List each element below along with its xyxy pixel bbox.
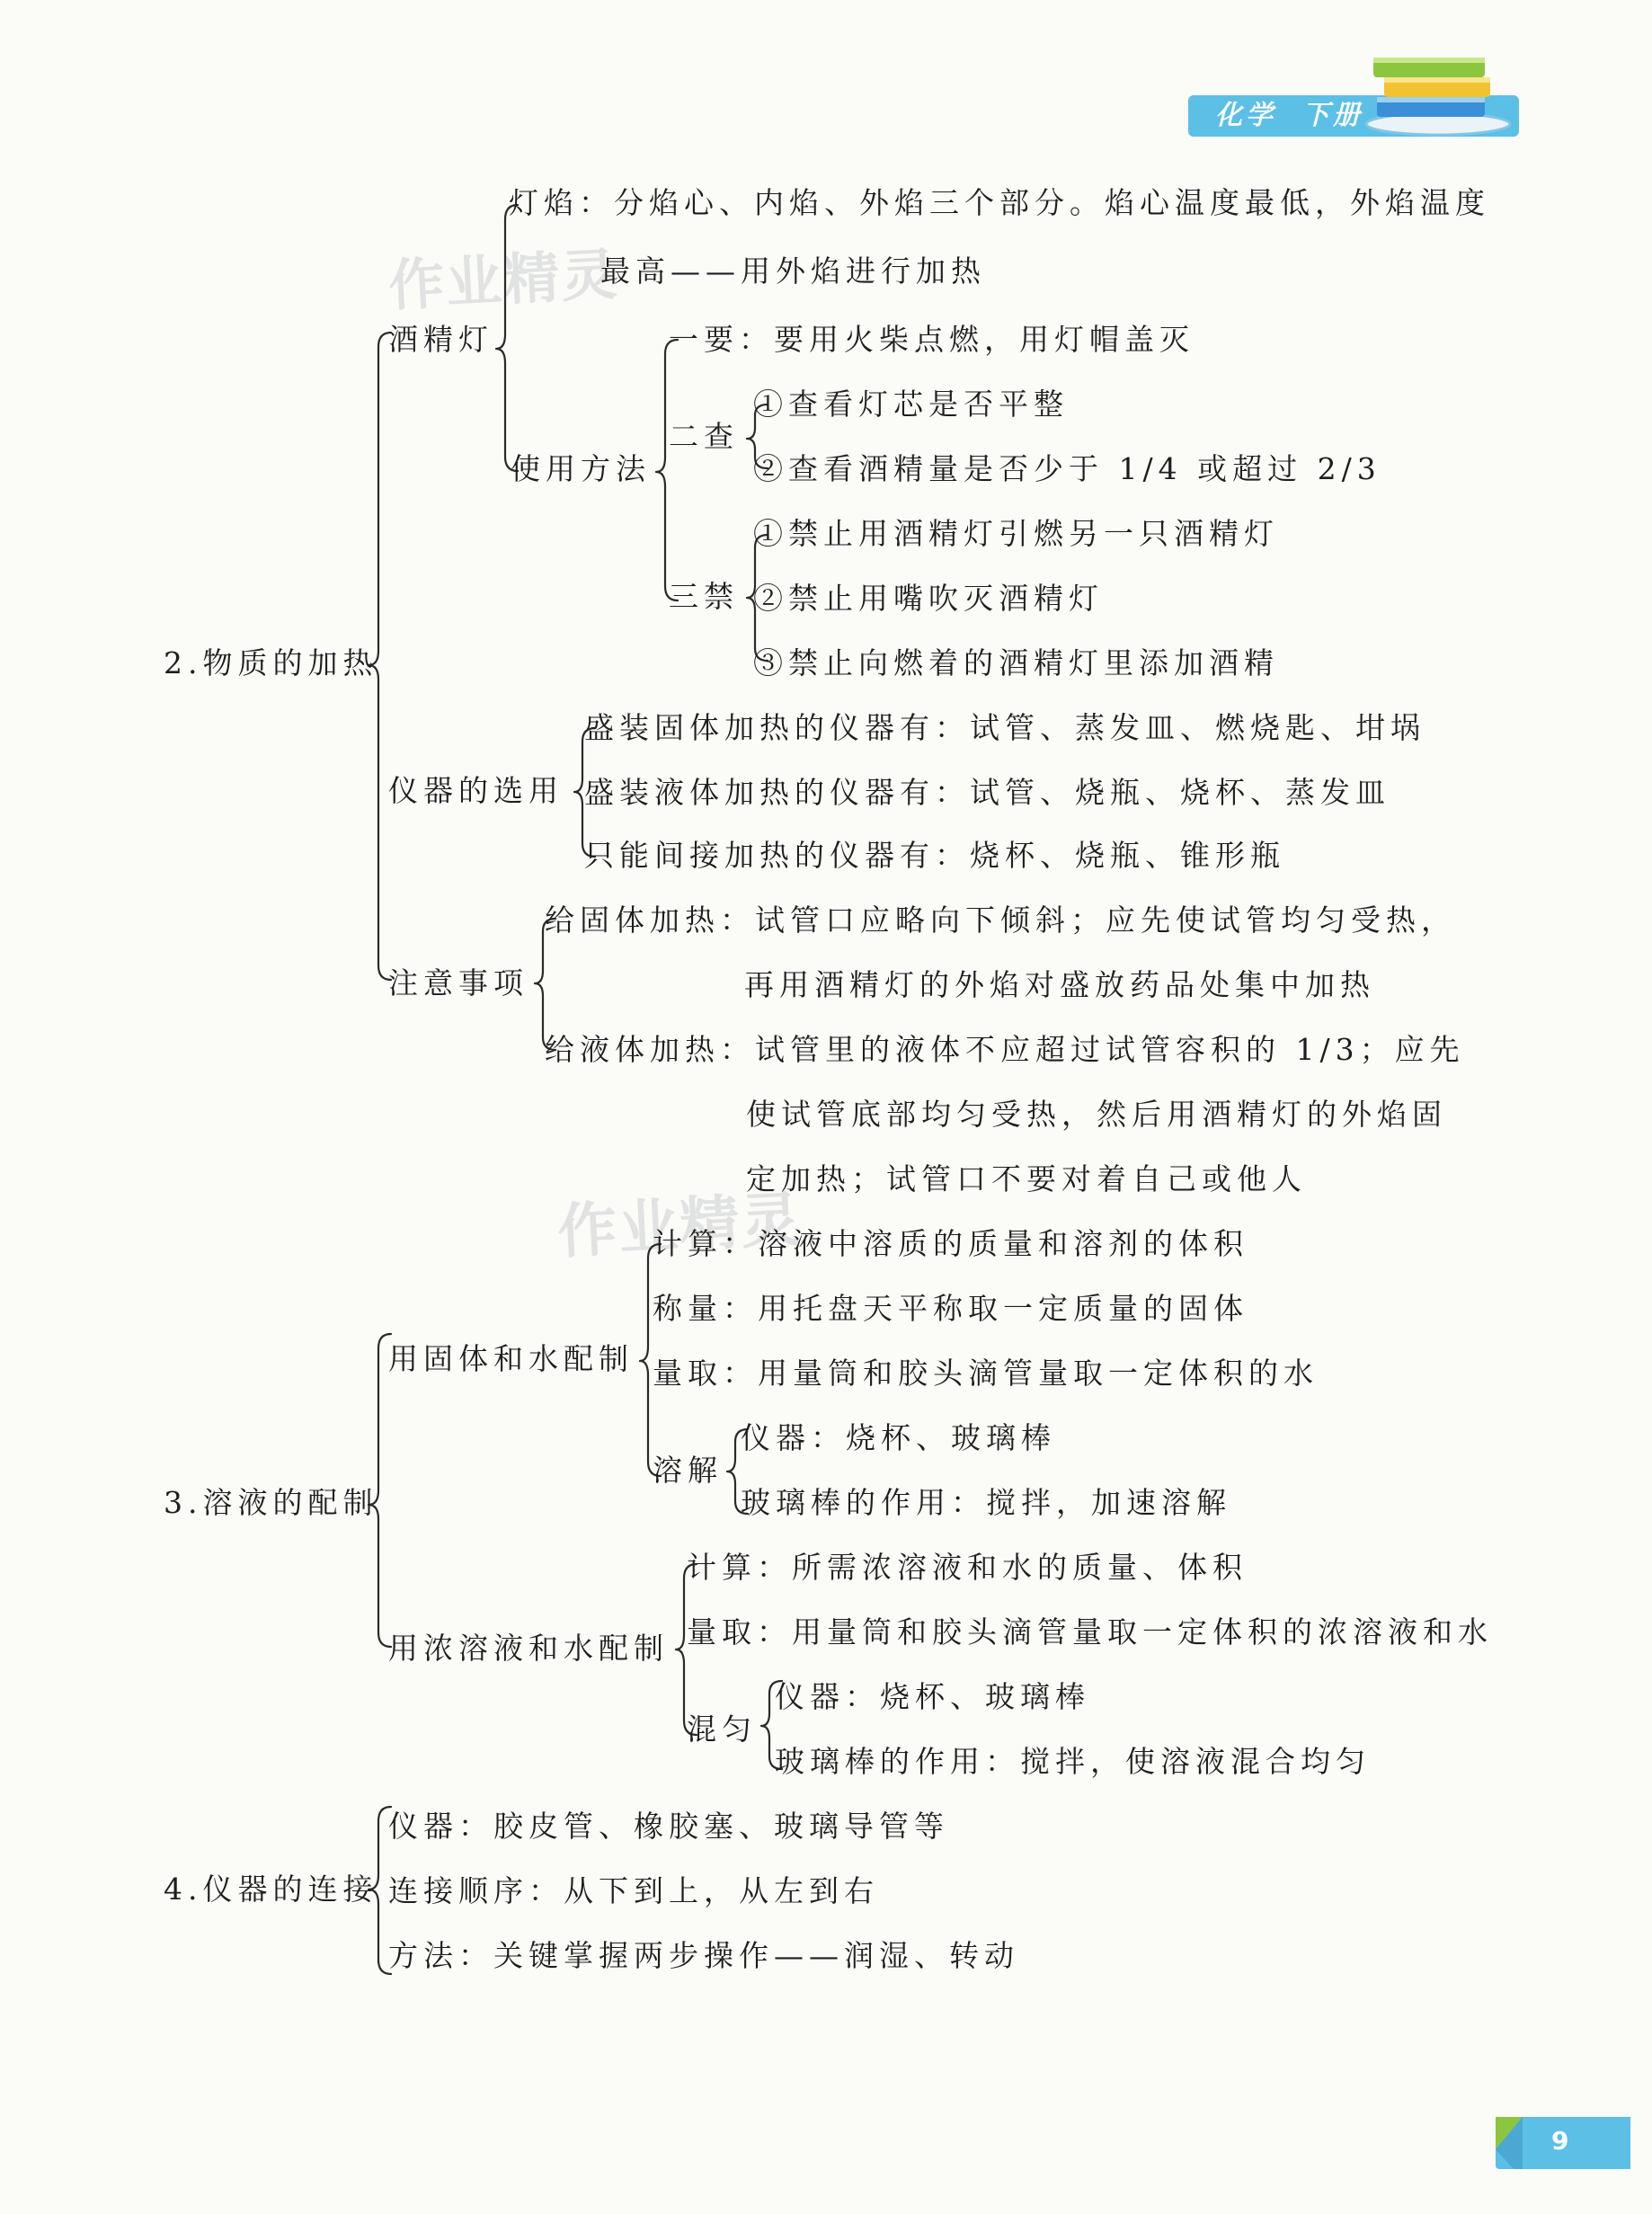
lamp-er-cha-label: 二查 — [669, 419, 739, 454]
section-2-title: 2.物质的加热 — [164, 645, 378, 680]
notes-solid-line2: 再用酒精灯的外焰对盛放药品处集中加热 — [744, 967, 1375, 1002]
mix-item: 玻璃棒的作用：搅拌，使溶液混合均匀 — [775, 1744, 1371, 1779]
section-4-title: 4.仪器的连接 — [164, 1872, 378, 1907]
instruments-item: 盛装固体加热的仪器有：试管、蒸发皿、燃烧匙、坩埚 — [584, 710, 1426, 745]
brace-method — [656, 340, 678, 600]
conc-step: 量取：用量筒和胶头滴管量取一定体积的浓溶液和水 — [687, 1614, 1493, 1649]
lamp-one-yao: 一要：要用火柴点燃，用灯帽盖灭 — [669, 322, 1195, 357]
conc-method-label: 用浓溶液和水配制 — [388, 1631, 669, 1666]
lamp-flame-line1: 灯焰：分焰心、内焰、外焰三个部分。焰心温度最低，外焰温度 — [509, 185, 1490, 220]
page-number: 9 — [1551, 2126, 1569, 2156]
lamp-jin-3: ③禁止向燃着的酒精灯里添加酒精 — [753, 645, 1279, 680]
dissolve-item: 仪器：烧杯、玻璃棒 — [741, 1420, 1056, 1455]
lamp-cha-2: ②查看酒精量是否少于 1/4 或超过 2/3 — [753, 451, 1381, 486]
notes-liquid-line2: 使试管底部均匀受热，然后用酒精灯的外焰固 — [746, 1097, 1447, 1132]
header-volume: 下册 — [1301, 100, 1363, 131]
conc-mix-label: 混匀 — [687, 1712, 757, 1747]
connect-item: 方法：关键掌握两步操作——润湿、转动 — [388, 1938, 1019, 1973]
notes-solid-line1: 给固体加热：试管口应略向下倾斜；应先使试管均匀受热， — [545, 902, 1456, 938]
watermark: 作业精灵 — [386, 241, 621, 319]
instruments-item: 盛装液体加热的仪器有：试管、烧瓶、烧杯、蒸发皿 — [584, 775, 1390, 810]
dissolve-item: 玻璃棒的作用：搅拌，加速溶解 — [741, 1485, 1231, 1520]
lamp-method-label: 使用方法 — [511, 451, 651, 486]
lamp-label: 酒精灯 — [388, 322, 493, 357]
notes-liquid-line3: 定加热；试管口不要对着自己或他人 — [746, 1161, 1307, 1196]
connect-item: 连接顺序：从下到上，从左到右 — [388, 1873, 879, 1908]
solid-dissolve-label: 溶解 — [653, 1453, 723, 1488]
solid-method-label: 用固体和水配制 — [388, 1341, 634, 1376]
instruments-label: 仪器的选用 — [388, 773, 564, 808]
lamp-jin-1: ①禁止用酒精灯引燃另一只酒精灯 — [753, 516, 1279, 551]
page-fold-icon — [1496, 2117, 1532, 2169]
mix-item: 仪器：烧杯、玻璃棒 — [775, 1679, 1090, 1714]
lamp-san-jin-label: 三禁 — [669, 579, 739, 614]
connect-item: 仪器：胶皮管、橡胶塞、玻璃导管等 — [388, 1809, 949, 1844]
solid-step: 称量：用托盘天平称取一定质量的固体 — [653, 1291, 1248, 1326]
instruments-item: 只能间接加热的仪器有：烧杯、烧瓶、锥形瓶 — [584, 838, 1285, 873]
notes-liquid-line1: 给液体加热：试管里的液体不应超过试管容积的 1/3；应先 — [545, 1032, 1465, 1067]
page-number-tab — [1496, 2117, 1630, 2169]
solid-step: 量取：用量筒和胶头滴管量取一定体积的水 — [653, 1356, 1319, 1391]
lamp-jin-2: ②禁止用嘴吹灭酒精灯 — [753, 581, 1104, 616]
solid-step: 计算：溶液中溶质的质量和溶剂的体积 — [653, 1226, 1248, 1261]
lamp-cha-1: ①查看灯芯是否平整 — [753, 387, 1069, 422]
brace-lamp — [496, 205, 518, 471]
watermark: 作业精灵 — [555, 1184, 804, 1267]
notes-label: 注意事项 — [388, 965, 528, 1000]
section-3-title: 3.溶液的配制 — [164, 1485, 378, 1520]
header-subject: 化学 下册 — [1215, 100, 1363, 131]
conc-step: 计算：所需浓溶液和水的质量、体积 — [687, 1550, 1248, 1585]
lamp-flame-line2: 最高——用外焰进行加热 — [600, 253, 986, 289]
